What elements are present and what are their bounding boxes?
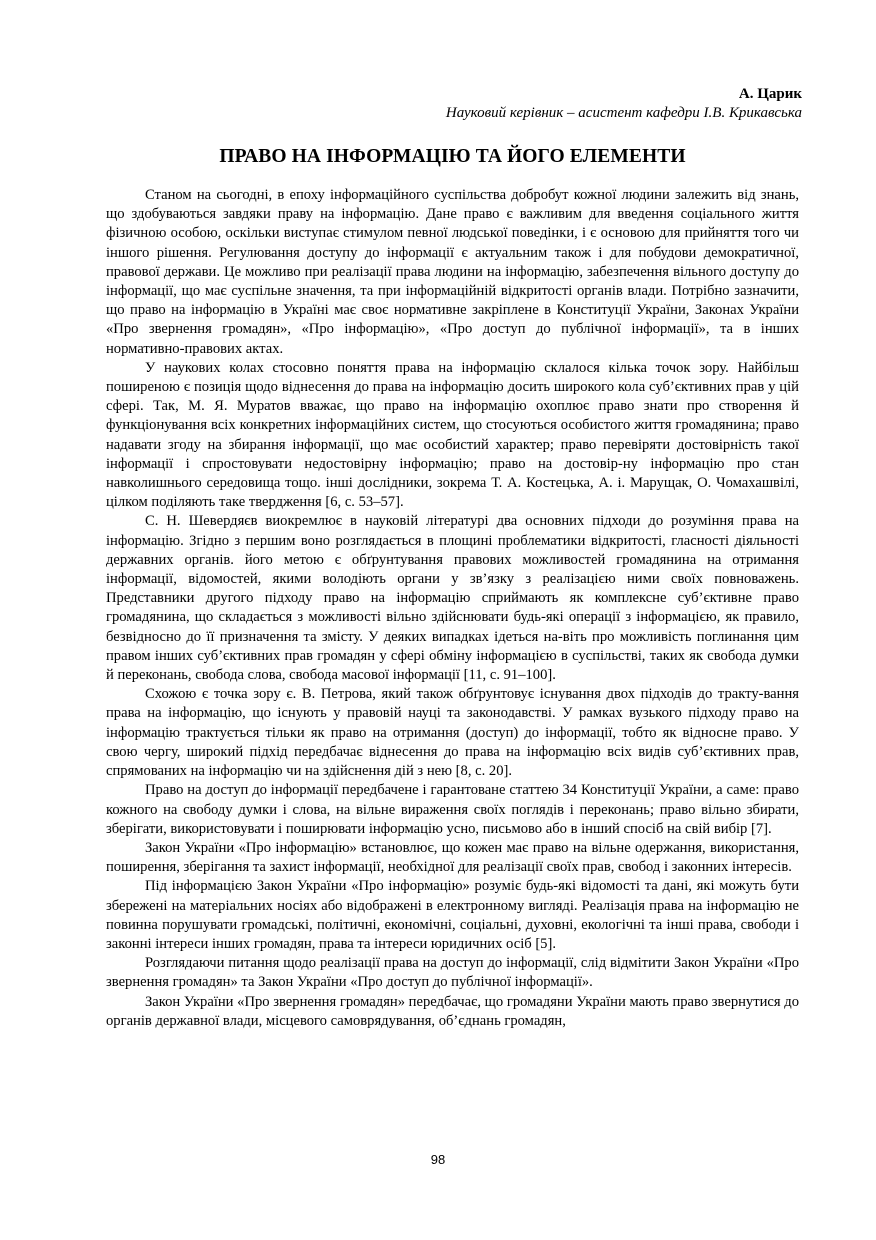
paragraph-9: Закон України «Про звернення громадян» передбачає, що громадяни України мають право звернутися до органів державної влади, місцевого самоврядування, об’єднань громадян, xyxy=(106,993,799,1029)
paragraph-4: Схожою є точка зору є. В. Петрова, який також обґрунтовує існування двох підходів до тракту-вання права на інформацію, що існують у правовій науці та законодавстві. У рамках вузького підходу право на інформацію трактується тільки як право на отримання (доступ) до інформації, тобто як відносне право. У свою чергу, широкий підхід передбачає віднесення до права на інформацію всіх видів суб’єктивних прав, спрямованих на інформацію чи на здійснення дій з нею [8, с. 20]. xyxy=(106,686,799,780)
author-name: А. Царик xyxy=(738,86,802,102)
paragraph-1: Станом на сьогодні, в епоху інформаційного суспільства добробут кожної людини залежить від знань, що здобуваються завдяки праву на інформацію. Дане право є важливим для введення соціального життя фізичною особою, оскільки виступає стимулом певної людської поведінки, і є основою для прийняття того чи іншого рішення. Регулювання доступу до інформації є актуальним також і для побудови демократичної, правової держави. Це можливо при реалізації права людини на інформацію, забезпечення вільного доступу до інформації, що має суспільне значення, та при інформаційній відкритості органів влади. Потрібно зазначити, що право на інформацію в Україні має своє нормативне закріплене в Конституції України, Законах України «Про звернення громадян», «Про інформацію», «Про доступ до публічної інформації», та в інших нормативно-правових актах. xyxy=(106,187,799,357)
paragraph-5: Право на доступ до інформації передбачене і гарантоване статтею 34 Конституції України, а саме: право кожного на свободу думки і слова, на вільне вираження своїх поглядів і переконань; право вільно збирати, зберігати, використовувати і поширювати інформацію усно, письмово або в інший спосіб на свій вибір [7]. xyxy=(106,782,799,837)
article-body xyxy=(106,186,799,1031)
paragraph-2: У наукових колах стосовно поняття права на інформацію склалося кілька точок зору. Найбільш поширеною є позиція щодо віднесення до права на інформацію досить широкого кола суб’єктивних прав у цій сфері. Так, М. Я. Муратов вважає, що право на інформацію охоплює право знати про створення й функціонування всіх конкретних інформаційних систем, що стосуються особистого життя громадянина; право надавати згоду на збирання інформації, що має особистий характер; право перевіряти достовірність такої інформації і спростовувати недостовірну інформацію; право на достовір-ну інформацію про стан навколишнього середовища тощо. інші дослідники, зокрема Т. А. Костецька, А. і. Марущак, О. Чомахашвілі, цілком поділяють таке твердження [6, с. 53–57]. xyxy=(106,359,799,511)
paragraph-7: Під інформацією Закон України «Про інформацію» розуміє будь-які відомості та дані, які можуть бути збережені на матеріальних носіях або відображені в електронному вигляді. Реалізація права на інформацію не повинна порушувати громадські, політичні, економічні, соціальні, духовні, екологічні та інші права, свободи і законні інтереси інших громадян, права та інтереси юридичних осіб [5]. xyxy=(106,878,799,952)
page-number: 98 xyxy=(430,1152,446,1167)
paragraph-6: Закон України «Про інформацію» встановлює, що кожен має право на вільне одержання, використання, поширення, зберігання та захист інформації, необхідної для реалізації своїх прав, свобод і законних інтересів. xyxy=(106,839,799,876)
paragraph-3: С. Н. Шевердяєв виокремлює в науковій літературі два основних підходи до розуміння права на інформацію. Згідно з першим воно розглядається в площині проблематики відкритості, гласності діяльності державних органів. його метою є обґрунтування правових можливостей громадянина на отримання інформації, відомостей, якими володіють органи у зв’язку з реалізацією ними своїх повноважень. Представники другого підходу право на інформацію сприймають як комплексне суб’єктивне право громадянина, що складається з можливості вільно здійснювати будь-які операції з інформацією, як правило, безвідносно до її призначення та змісту. У деяких випадках ідеться на-віть про можливість поглинання цим правом інших суб’єктивних прав громадян у сфері обміну інформацією в суспільстві, таких як свобода думки й переконань, свобода слова, свобода масової інформації [11, с. 91–100]. xyxy=(106,513,799,684)
paragraph-8: Розглядаючи питання щодо реалізації права на доступ до інформації, слід відмітити Закон України «Про звернення громадян» та Закон України «Про доступ до публічної інформації». xyxy=(106,955,799,991)
scientific-advisor: Науковий керівник – асистент кафедри І.В. Крикавська xyxy=(445,105,802,121)
article-title: ПРАВО НА ІНФОРМАЦІЮ ТА ЙОГО ЕЛЕМЕНТИ xyxy=(219,146,686,167)
